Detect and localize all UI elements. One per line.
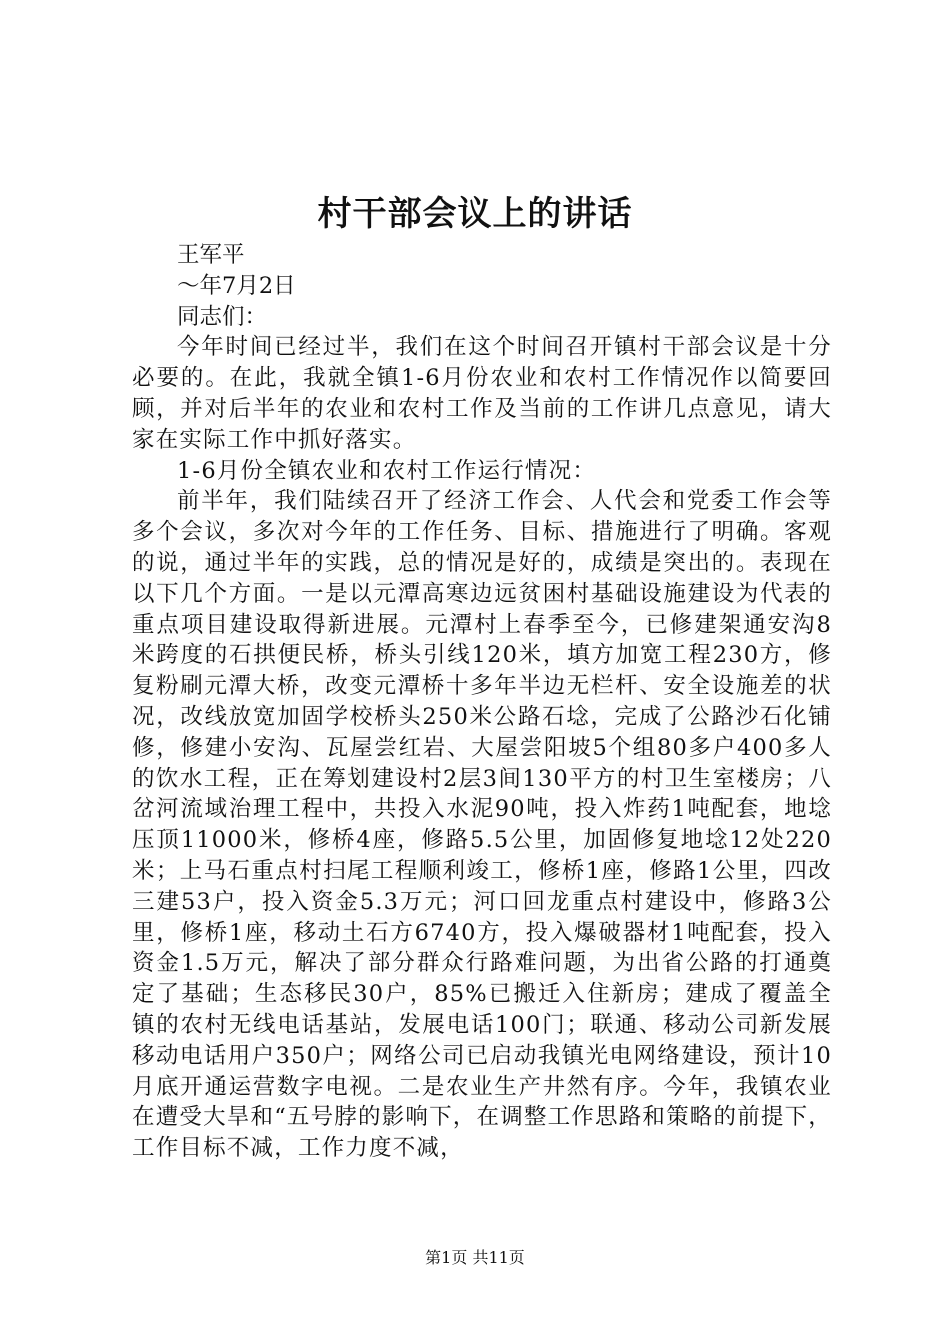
paragraph-intro: 今年时间已经过半，我们在这个时间召开镇村干部会议是十分必要的。在此，我就全镇1-6月份农业和农村工作情况作以简要回顾，并对后半年的农业和农村工作及当前的工作讲几点意见，请大家在实际工作中抓好落实。: [132, 334, 832, 453]
paragraph-review: 前半年，我们陆续召开了经济工作会、人代会和党委工作会等多个会议，多次对今年的工作任务、目标、措施进行了明确。客观的说，通过半年的实践，总的情况是好的，成绩是突出的。表现在以下几个方面。一是以元潭高寒边远贫困村基础设施建设为代表的重点项目建设取得新进展。元潭村上春季至今，已修建架通安沟8米跨度的石拱便民桥，桥头引线120米，填方加宽工程230方，修复粉刷元潭大桥，改变元潭桥十多年半边无栏杆、安全设施差的状况，改线放宽加固学校桥头250米公路石埝，完成了公路沙石化铺修，修建小安沟、瓦屋尝红岩、大屋尝阳坡5个组80多户400多人的饮水工程，正在筹划建设村2层3间130平方的村卫生室楼房；八岔河流域治理工程中，共投入水泥90吨，投入炸药1吨配套，地埝压顶11000米，修桥4座，修路5.5公里，加固修复地埝12处220米；上马石重点村扫尾工程顺利竣工，修桥1座，修路1公里，四改三建53户，投入资金5.3万元；河口回龙重点村建设中，修路3公里，修桥1座，移动土石方6740方，投入爆破器材1吨配套，投入资金1.5万元，解决了部分群众行路难问题，为出省公路的打通奠定了基础；生态移民30户，85%已搬迁入住新房；建成了覆盖全镇的农村无线电话基站，发展电话100门；联通、移动公司新发展移动电话用户350户；网络公司已启动我镇光电网络建设，预计10月底开通运营数字电视。二是农业生产井然有序。今年，我镇农业在遭受大旱和“五号脖的影响下，在调整工作思路和策略的前提下，工作目标不减，工作力度不减，: [132, 488, 833, 1162]
author-line: 王军平: [177, 242, 245, 268]
page-footer: 第1页 共11页: [425, 1248, 525, 1267]
paragraph-heading: 1-6月份全镇农业和农村工作运行情况：: [177, 457, 597, 484]
greeting-line: 同志们：: [177, 303, 268, 330]
date-line: ～年7月2日: [177, 272, 296, 299]
document-title: 村干部会议上的讲话: [317, 194, 633, 234]
document-body: [132, 240, 832, 1164]
